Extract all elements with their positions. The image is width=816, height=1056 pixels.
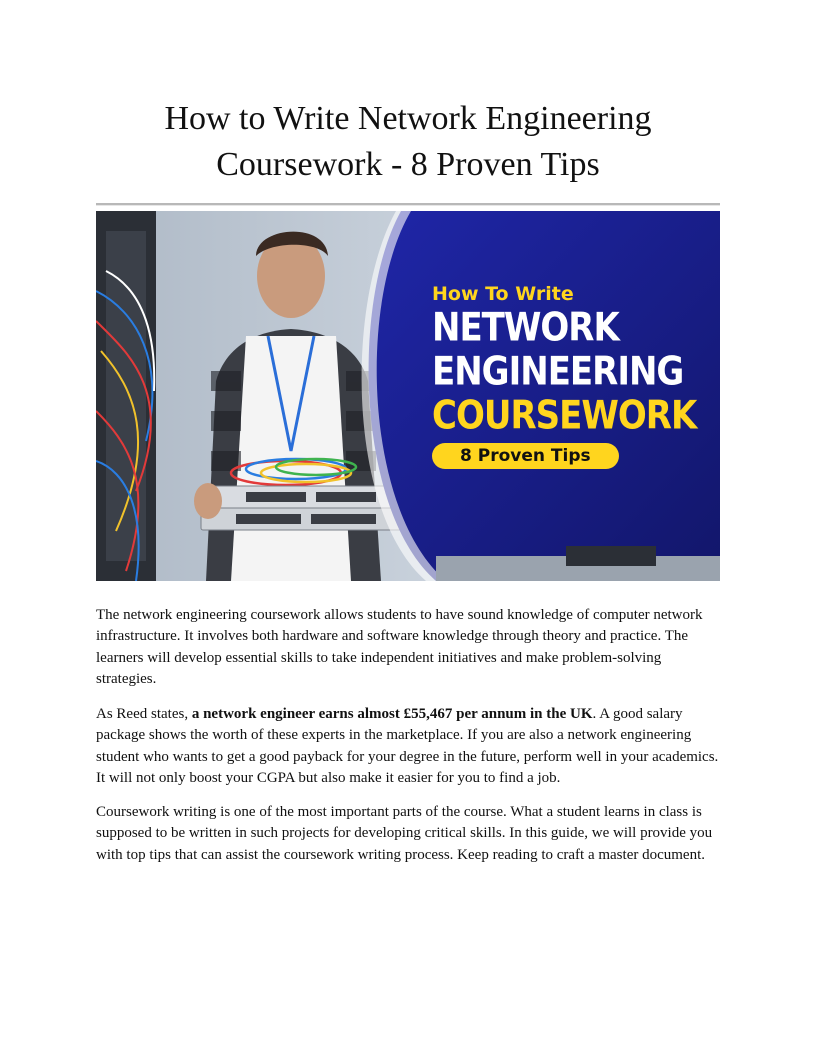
salary-highlight: a network engineer earns almost £55,467 per annum in the UK [191, 706, 593, 722]
hero-line-3: ENGINEERING [432, 349, 684, 395]
hero-line-1: How To Write [432, 283, 574, 305]
paragraph-guide: Coursework writing is one of the most important parts of the course. What a student learns in class is supposed to be written in such projects for developing critical skills. In this guide, we will provide you with top tips that can assist the coursework writing process. Keep reading to craft a master document. [96, 804, 713, 863]
title-divider [96, 203, 720, 206]
paragraph-intro: The network engineering coursework allows students to have sound knowledge of computer network infrastructure. It involves both hardware and software knowledge through theory and practice. The learners will develop essential skills to take independent initiatives and make problem-solving strategies. [96, 607, 703, 688]
paragraph-salary-post: . A good salary package shows the worth of these experts in the marketplace. If you are also a network engineering student who wants to get a good payback for your degree in the future, perform well in your academics. It will not only boost your CGPA but also make it easier for you to find a job. [96, 706, 719, 787]
hero-pill: 8 Proven Tips [432, 443, 619, 469]
hero-line-4: COURSEWORK [432, 393, 697, 439]
hero-image [96, 211, 720, 581]
hero-line-2: NETWORK [432, 305, 619, 351]
paragraph-salary [96, 704, 720, 790]
page-title: How to Write Network Engineering Coursework - 8 Proven Tips [164, 100, 652, 183]
hero-text [432, 283, 702, 469]
paragraph-salary-pre: As Reed states, [96, 706, 192, 722]
